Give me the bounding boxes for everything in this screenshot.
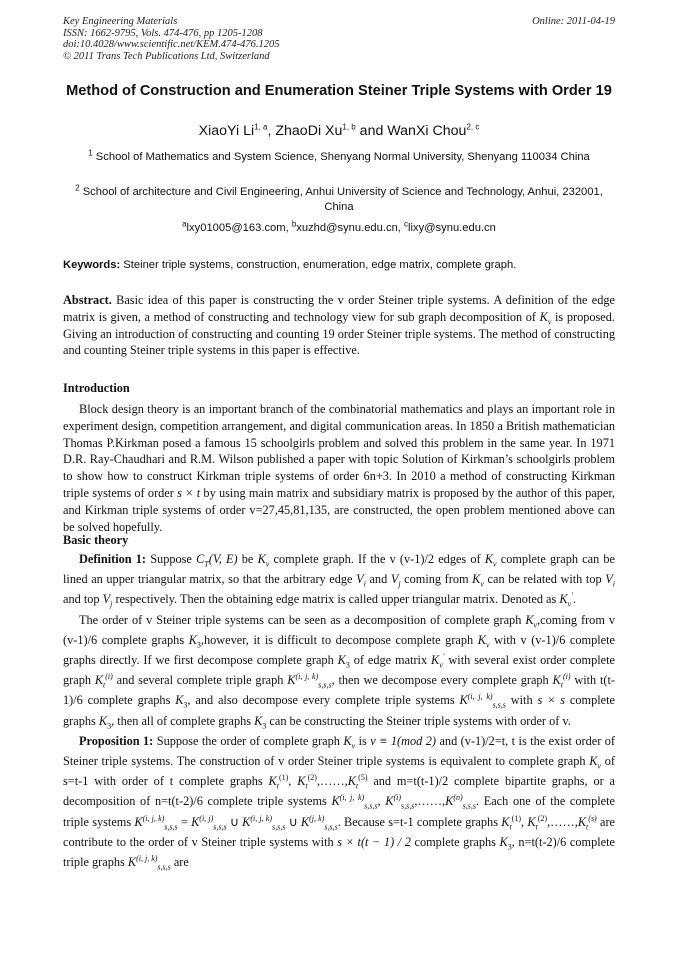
body-text: be	[237, 552, 258, 566]
math-superscript: (i)	[562, 672, 571, 682]
math-subscript: s,s,s	[324, 822, 338, 832]
math-symbol: K	[337, 653, 346, 668]
math-symbol: K	[268, 774, 277, 789]
math-expr: s × t(t − 1) / 2	[337, 834, 411, 849]
equals: =	[177, 814, 192, 829]
math-subscript: v	[547, 317, 552, 327]
keywords-label: Keywords:	[63, 259, 121, 271]
math-symbol: K	[175, 693, 184, 708]
math-subscript: t	[560, 680, 563, 690]
math-subscript: v	[265, 559, 270, 569]
math-symbol: K	[242, 814, 251, 829]
math-subscript: t	[535, 822, 538, 832]
math-symbol: K	[300, 814, 310, 829]
math-symbol: K	[347, 774, 356, 789]
math-symbol: K	[589, 754, 598, 769]
author-name: XiaoYi Li	[198, 123, 255, 139]
math-expr: (V, E)	[208, 552, 238, 566]
math-subscript: s,s,s	[364, 801, 378, 811]
math-symbol: K	[525, 612, 534, 627]
body-text: complete graph. If the v (v-1)/2 edges of	[269, 552, 485, 566]
math-symbol: K	[297, 774, 306, 789]
math-symbol: K	[577, 814, 587, 829]
proposition-label: Proposition 1:	[79, 733, 154, 748]
intro-text: Block design theory is an important branch of the combinatorial mathematics and plays an important role in experiment design, competition arrangement, and digital communication areas. In 1850 a British mathematician Thomas P.Kirkman posed a famous 15 schoolgirls problem and solved this problem in the same year. In 1971 D.R. Ray-Chaudhari and R.M. Wilson published a paper with topic Solution of Kirkman’s schoolgirls problem to show how to construct Kirkman triple systems of order 6n+3. In 2010 a method of constructing Kirkman triple systems of order	[63, 402, 615, 500]
math-subscript: v	[597, 761, 602, 771]
body-text: respectively. Then the obtaining edge matrix is called upper triangular matrix. Denoted as	[112, 592, 560, 607]
math-symbol: K	[188, 632, 197, 647]
math-superscript: (i, j, k)	[136, 853, 158, 863]
math-symbol: K	[484, 552, 494, 566]
math-subscript: 3	[262, 721, 267, 731]
body-text: . Each one of the complete triple systems	[63, 794, 615, 829]
body-text: , and also decompose every complete triple systems	[187, 693, 460, 708]
math-subscript: t	[276, 781, 279, 791]
keywords-text: Steiner triple systems, construction, enumeration, edge matrix, complete graph.	[120, 259, 517, 271]
affiliation-2	[63, 185, 615, 215]
math-subscript: s,s,s	[401, 801, 415, 811]
math-symbol: K	[94, 673, 104, 688]
math-subscript: s,s,s	[157, 862, 171, 872]
basic-theory-body: Definition 1: Suppose $C_T(V$, E) be $K_v$ complete graph. If the v (v-1)/2 edges of $K_v$ complete graph can be lined an upper triangular matrix, so that the arbitrary edge $V_i$ and $V_j$ coming from $K_v$ can be related with top $V_i$ and top $V_j$ respectively. Then the obtaining edge matrix is called upper triangular matrix. Denoted as $K_v'$. The order of v Steiner triple systems can be seen as a decomposition of complete graph $K_v,coming$ from v (v-1)/6 complete graphs $K_3,however$, it is difficult to decompose complete graph $K_v$ with v (v-1)/6 complete graphs directly. If we first decompose complete graph $K_3$ of edge matrix $K_v'$ with several exist order complete graph $K_t^{(i)}$ and several complete triple graph K$^{(i, j, k)}_{s,s,s}$, then we decompose every complete graph $K_t^{(i)}$ with t(t-1)/6 complete graphs $K_3$, and also decompose every complete triple systems K$^{(i, j, k)}_{s,s,s}$ with s × s complete graphs $K_3$, then all of complete graphs $K_3$ can be constructing the Steiner triple systems with order of v. Proposition 1: Suppose the order of complete graph $K_v$ is v ≡ 1(mod 2) and (v-1)/2=t, t is the exist order of Steiner triple systems. The construction of v order Steiner triple systems is equivalent to complete graph $K_v$ of s=t-1 with order of t complete graphs $K_t^{(1)}$, $K_t^{(2)},\dots\dots,K_t^{(5)}$ and m=t(t-1)/2 complete bipartite graphs, or a decomposition of n=t(t-2)/6 complete triple systems K$^{(i, j, k)}_{s,s,s}$, $K^{(i)}_{s,s,s},\dots\dots,K^{(n)}_{s,s,s}$. Each one of the complete triple systems K$^{(i, j, k)}_{s,s,s}$ = K$^{(i, j)}_{s,s,s}$ ∪ K$^{(i, j, k)}_{s,s,s}$ ∪ K$^{(j, k)}_{s,s,s}$. Because s=t-1 complete graphs $K_t^{(1)}$, $K_t^{(2)},\dots\dots,K_t^{(s)}$ are contribute to the order of v Steiner triple systems with s × t(t − 1) / 2 complete graphs $K_3$, n=t(t-2)/6 complete triple graphs K$^{(i, j, k)}_{s,s,s}$ are	[63, 552, 616, 872]
body-text: with t(t-1)/6 complete graphs	[63, 673, 616, 708]
affil-text: School of Mathematics and System Science, Shenyang Normal University, Shenyang 110034 China	[95, 151, 590, 163]
ellipsis: ,……,	[316, 774, 348, 789]
email-address: lixy@synu.edu.cn	[408, 222, 496, 234]
affiliation-1	[63, 150, 615, 165]
math-symbol: K	[257, 552, 266, 566]
email-mark: a	[182, 219, 187, 229]
math-subscript: s,s,s	[462, 801, 476, 811]
body-text: Suppose	[146, 552, 197, 566]
author-sep: and	[355, 123, 388, 139]
union-symbol: ∪	[226, 814, 243, 829]
basic-theory-heading: Basic theory	[63, 533, 129, 547]
body-text: .	[572, 592, 576, 607]
author-affil-mark: 2, c	[466, 122, 480, 132]
introduction-body	[63, 401, 615, 535]
body-text: with	[505, 693, 538, 708]
math-symbol: V	[605, 572, 613, 587]
math-expr: v ≡ 1(mod 2)	[370, 733, 437, 748]
body-text: with v (v-1)/6 complete graphs directly. If we first decompose complete graph	[63, 632, 615, 668]
body-text: and several complete triple graph	[112, 673, 288, 688]
paper-title: Method of Construction and Enumeration Steiner Triple Systems with Order 19	[66, 83, 612, 99]
email-address: lxy01005@163.com,	[186, 222, 292, 234]
email-mark: b	[291, 219, 297, 229]
email-line	[63, 219, 615, 234]
math-symbol: K	[331, 794, 340, 809]
math-symbol: K	[539, 309, 548, 324]
math-superscript: (i, j, k)	[295, 672, 319, 682]
union-symbol: ∪	[285, 814, 301, 829]
body-text: ,however, it is difficult to decompose complete graph	[200, 632, 478, 647]
math-superscript: (i, j, k)	[250, 813, 272, 823]
abstract-label: Abstract.	[63, 293, 112, 307]
math-subscript: s,s,s	[164, 822, 178, 832]
body-text: , n=t(t-2)/6 complete triple graphs	[63, 834, 615, 870]
math-superscript: (1)	[511, 813, 521, 823]
math-symbol: K	[287, 673, 296, 688]
body-text: complete graph can be lined an upper triangular matrix, so that the arbitrary edge	[63, 552, 616, 587]
math-symbol: V	[102, 592, 111, 607]
math-subscript: v	[493, 559, 497, 569]
online-date: Online: 2011-04-19	[532, 16, 615, 27]
math-superscript: (i, j)	[199, 813, 214, 823]
math-symbol: V	[390, 572, 399, 587]
math-subscript: s,s,s	[318, 680, 332, 690]
author-name: ZhaoDi Xu	[275, 123, 343, 139]
math-subscript: v	[439, 660, 443, 670]
math-symbol: K	[254, 713, 263, 728]
math-subscript: v	[480, 579, 484, 589]
issn-line: ISSN: 1662-9795, Vols. 474-476, pp 1205-1208	[63, 27, 263, 39]
math-subscript: j	[110, 599, 113, 609]
math-symbol: K	[431, 653, 440, 668]
body-text: are	[170, 855, 189, 870]
math-subscript: j	[398, 579, 401, 589]
body-text: Suppose the order of complete graph	[153, 733, 344, 748]
math-symbol: K	[501, 814, 510, 829]
math-subscript: s,s,s	[492, 700, 506, 710]
math-symbol: C	[196, 552, 205, 566]
author-sep: ,	[267, 123, 276, 139]
abstract-text: Basic idea of this paper is constructing the v order Steiner triple systems. A definition of the edge matrix is given, a method of constructing and technology view for sub graph decomposition of	[63, 293, 615, 324]
math-subscript: 3	[183, 700, 188, 710]
math-superscript: (i, j, k)	[339, 793, 365, 803]
math-expr: s × s	[537, 693, 566, 708]
math-superscript: (2)	[537, 813, 548, 823]
body-text: .	[337, 814, 341, 829]
math-symbol: V	[356, 572, 364, 587]
math-subscript: v	[533, 620, 538, 630]
math-superscript: (i)	[393, 793, 402, 803]
abstract	[63, 292, 615, 359]
math-symbol: K	[445, 794, 454, 809]
math-superscript: '	[571, 591, 573, 601]
author-name: WanXi Chou	[387, 123, 467, 139]
body-text: can be constructing the Steiner triple systems with order of v.	[266, 713, 571, 728]
affil-number: 2	[75, 183, 80, 193]
journal-name: Key Engineering Materials	[63, 16, 178, 27]
math-symbol: K	[385, 794, 394, 809]
math-subscript: t	[586, 822, 589, 832]
math-symbol: K	[559, 592, 568, 607]
math-superscript: (i, j, k)	[467, 692, 493, 702]
definition-label: Definition 1:	[79, 552, 147, 566]
author-line	[63, 123, 615, 139]
author-affil-mark: 1, a	[254, 122, 268, 132]
body-text: complete graphs	[410, 834, 500, 849]
body-text: with several exist order complete graph	[63, 653, 615, 688]
math-subscript: t	[103, 680, 106, 690]
math-subscript: 3	[345, 660, 350, 670]
math-subscript: i	[612, 579, 615, 589]
keywords	[63, 259, 615, 271]
ellipsis: ,……,	[547, 814, 578, 829]
math-superscript: (i, j, k)	[142, 813, 165, 823]
body-text: are contribute to the order of v Steiner triple systems with	[63, 814, 615, 849]
body-text: and top	[63, 592, 103, 607]
math-symbol: K	[499, 834, 508, 849]
math-superscript: (5)	[358, 773, 368, 783]
math-symbol: K	[343, 733, 352, 748]
math-superscript: '	[442, 651, 445, 661]
math-symbol: K	[477, 632, 486, 647]
body-text: , then we decompose every complete graph	[331, 673, 553, 688]
math-subscript: i	[363, 579, 366, 589]
doi-line: doi:10.4028/www.scientific.net/KEM.474-476.1205	[63, 39, 280, 51]
introduction-heading: Introduction	[63, 381, 130, 395]
math-symbol: K	[472, 572, 481, 587]
math-subscript: t	[509, 822, 512, 832]
body-text: of edge matrix	[349, 653, 432, 668]
math-subscript: 3	[507, 842, 512, 852]
math-symbol: K	[552, 673, 561, 688]
body-text: and (v-1)/2=t, t is the exist order of Steiner triple systems. The construction of v order Steiner triple systems is equivalent to complete graph	[63, 733, 615, 769]
email-mark: c	[404, 219, 409, 229]
math-subscript: v	[351, 741, 356, 751]
math-symbol: K	[459, 693, 468, 708]
math-subscript: T	[204, 559, 209, 569]
math-subscript: t	[305, 781, 308, 791]
intro-text: by using main matrix and subsidiary matrix is proposed by the author of this paper, and Kirkman triple systems of order v=27,45,81,135, are constructed, the open problem mentioned above can be solved hopefully.	[63, 485, 615, 534]
math-superscript: (1)	[278, 773, 289, 783]
math-subscript: t	[355, 781, 359, 791]
affil-number: 1	[88, 148, 93, 158]
body-text: complete graphs	[63, 693, 615, 728]
body-text: is	[355, 733, 371, 748]
math-symbol: K	[527, 814, 536, 829]
journal-header	[63, 16, 280, 62]
math-subscript: v	[485, 640, 490, 650]
email-address: xuzhd@synu.edu.cn,	[296, 222, 405, 234]
math-subscript: v	[567, 599, 572, 609]
math-subscript: s,s,s	[272, 822, 286, 832]
math-superscript: (j, k)	[309, 813, 325, 823]
math-symbol: K	[191, 814, 200, 829]
math-subscript: 3	[196, 640, 201, 650]
affil-text: School of architecture and Civil Engineering, Anhui University of Science and Technology, Anhui, 232001, China	[82, 186, 603, 213]
body-text: can be related with top	[483, 572, 606, 587]
copyright-line: © 2011 Trans Tech Publications Ltd, Switzerland	[63, 50, 270, 62]
math-subscript: 3	[107, 721, 112, 731]
math-subscript: s,s,s	[213, 822, 227, 832]
math-superscript: (2)	[307, 773, 317, 783]
author-affil-mark: 1, b	[342, 122, 356, 132]
body-text: The order of v Steiner triple systems can be seen as a decomposition of complete graph	[79, 612, 526, 627]
math-superscript: (n)	[453, 793, 463, 803]
body-text: of s=t-1 with order of t complete graphs	[63, 754, 615, 789]
body-text: and m=t(t-1)/2 complete bipartite graphs, or a decomposition of n=t(t-2)/6 complete triple systems	[63, 774, 615, 809]
math-symbol: K	[98, 713, 108, 728]
math-expr: s × t	[177, 485, 201, 500]
math-symbol: K	[127, 855, 137, 870]
abstract-text: is proposed. Giving an introduction of constructing and counting 19 order Steiner triple systems. The method of constructing and counting Steiner triple systems in this paper is effective.	[63, 309, 615, 358]
math-superscript: (i)	[105, 672, 113, 682]
math-symbol: K	[134, 814, 143, 829]
body-text: and	[365, 572, 391, 587]
body-text: ,coming from v (v-1)/6 complete graphs	[63, 612, 615, 647]
body-text: , then all of complete graphs	[111, 713, 255, 728]
body-text: Because s=t-1 complete graphs	[340, 814, 502, 829]
body-text: coming from	[400, 572, 473, 587]
ellipsis: ,……,	[414, 794, 446, 809]
math-superscript: (s)	[588, 813, 597, 823]
